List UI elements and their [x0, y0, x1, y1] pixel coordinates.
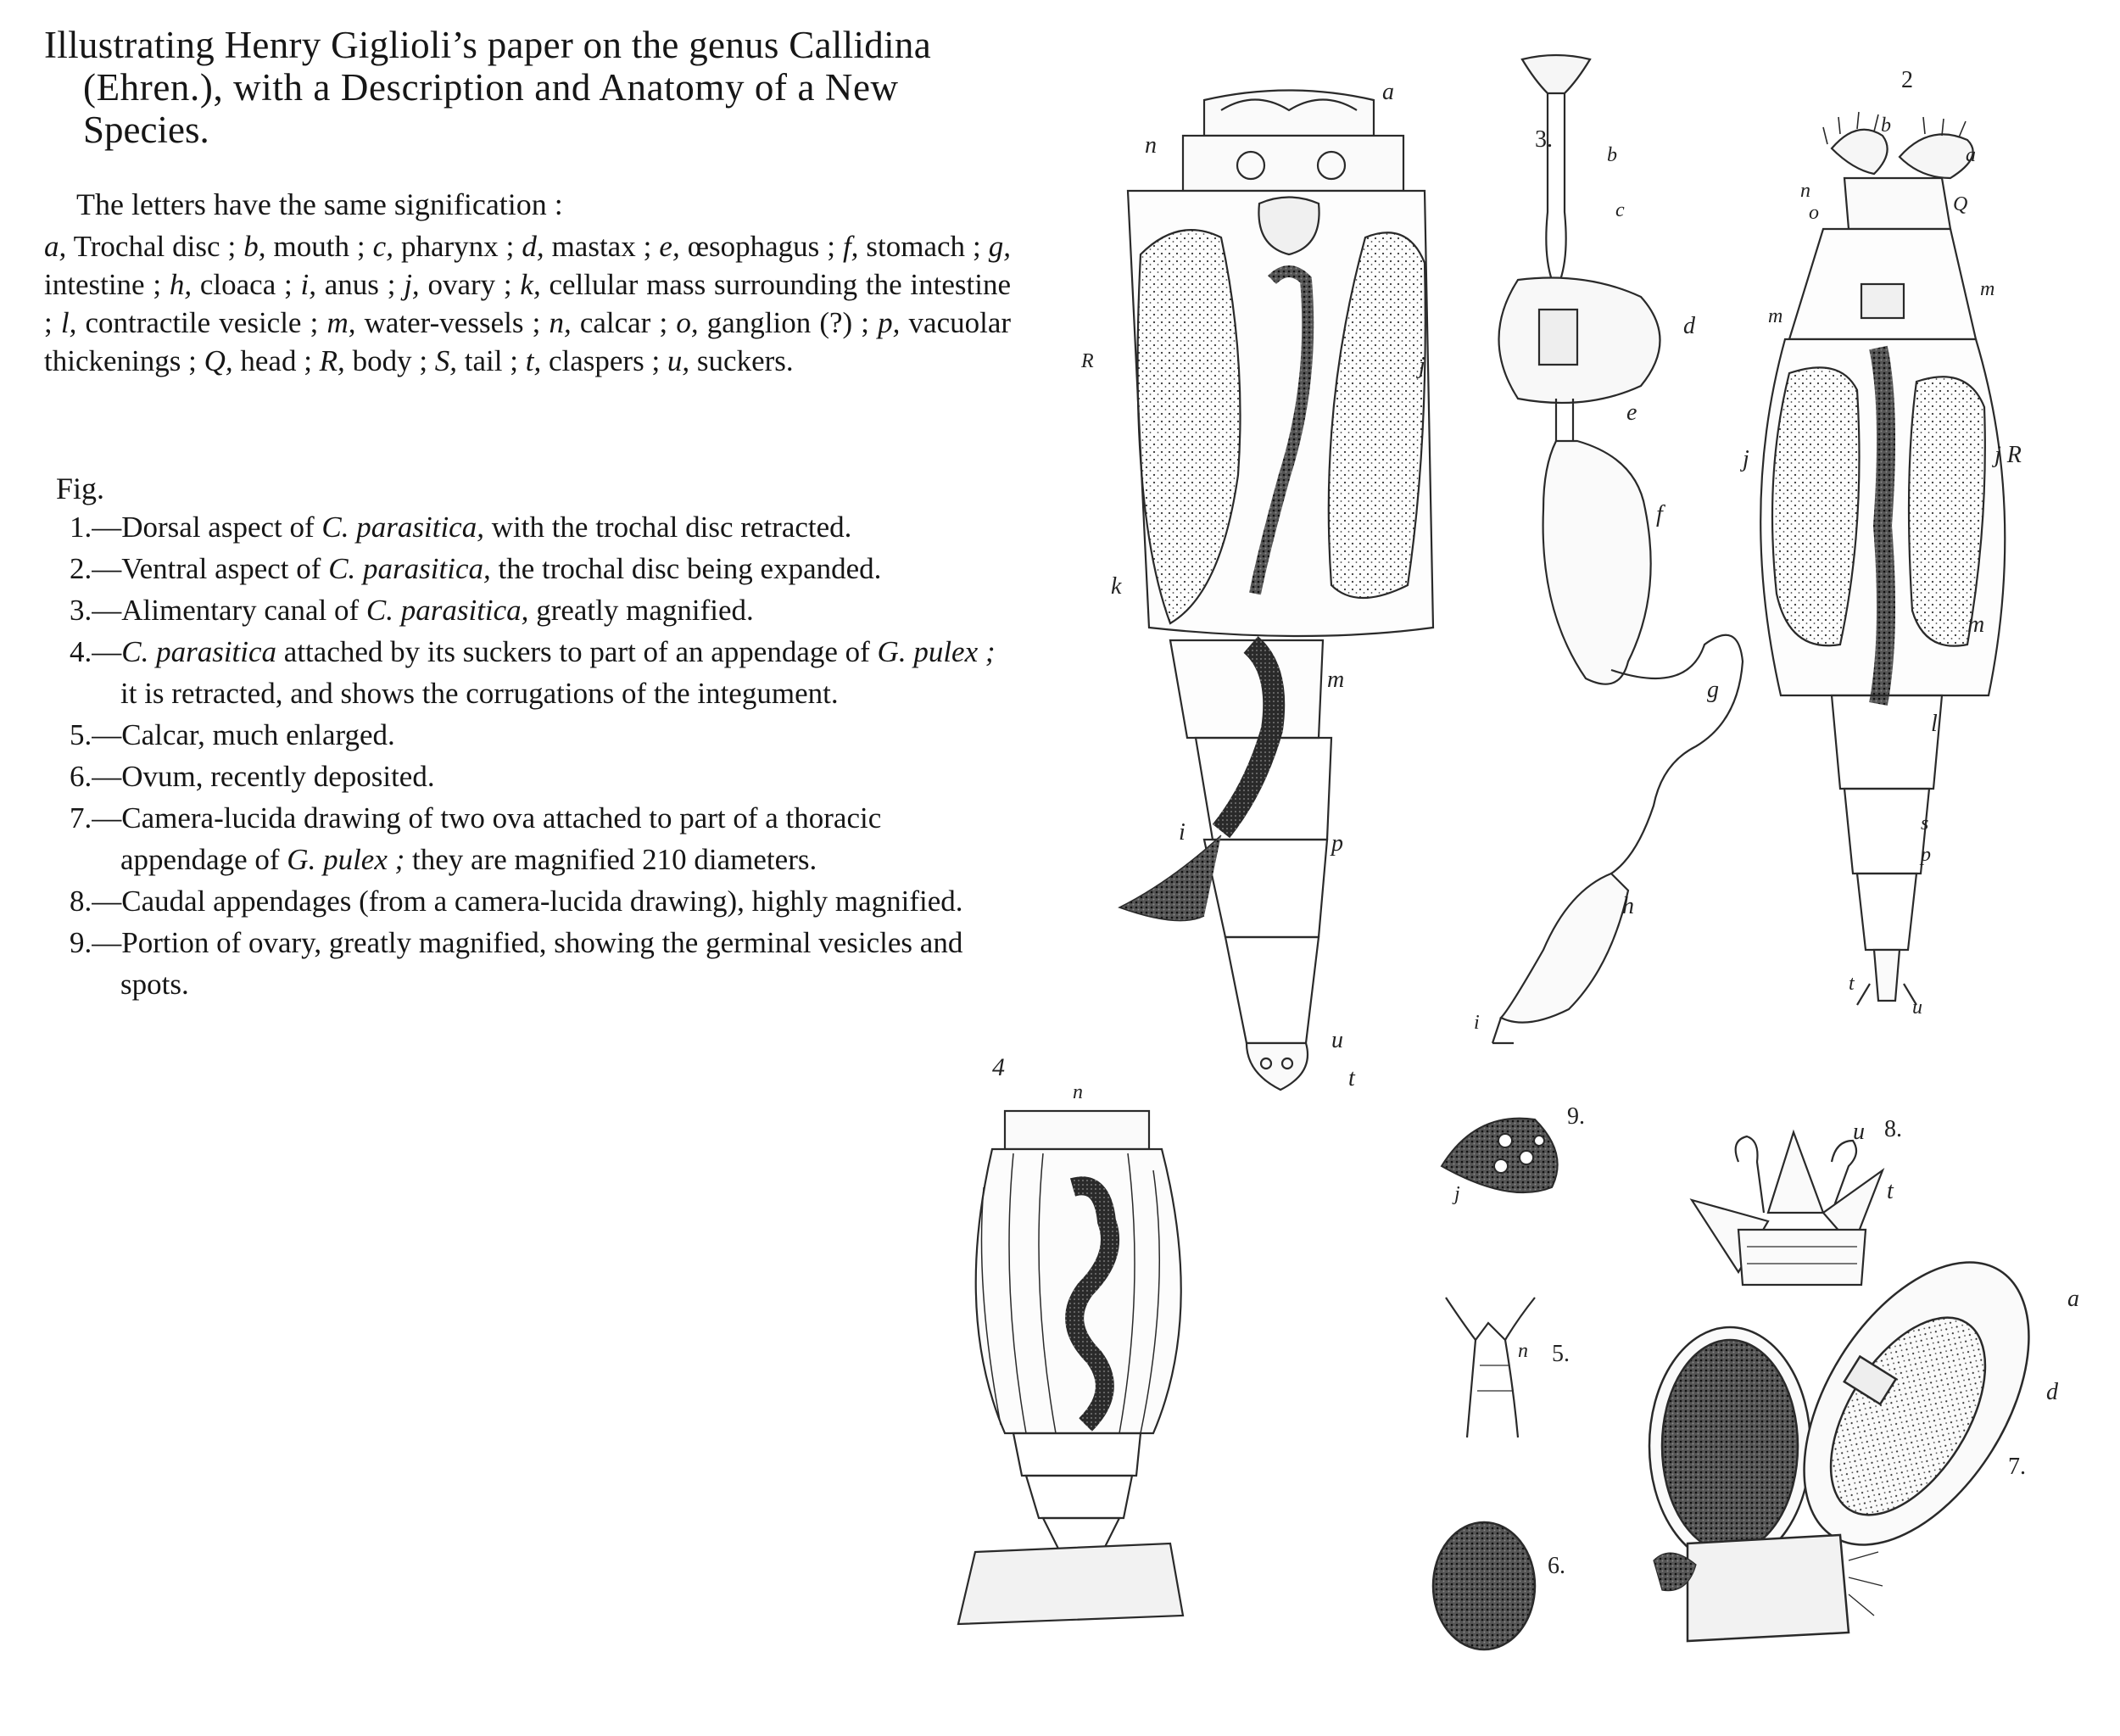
fig2-label-s: s — [1921, 812, 1929, 835]
legend-meaning: cloaca ; — [192, 268, 301, 301]
caption-post: with the trochal disc retracted. — [483, 511, 852, 544]
fig1-label-a: a — [1382, 79, 1394, 105]
fig-number-2: 2 — [1901, 67, 1913, 93]
fig2-label-b: b — [1881, 114, 1891, 137]
fig-number-3: 3. — [1535, 126, 1553, 153]
fig-number-8: 8. — [1884, 1116, 1902, 1142]
figure-7-drawing — [1649, 1223, 2075, 1641]
legend-meaning: head ; — [232, 344, 320, 377]
title-line-2: (Ehren.), with a Description and Anatomy of a New — [83, 66, 899, 109]
figure-4-drawing — [958, 1111, 1183, 1624]
fig3-label-d: d — [1683, 313, 1695, 339]
caption-pre: Ventral aspect of — [121, 552, 329, 585]
caption-post: the trochal disc being expanded. — [490, 552, 882, 585]
figure-1-drawing — [1119, 91, 1433, 1091]
legend-meaning: ganglion (?) ; — [698, 306, 879, 339]
legend-letter: g, — [988, 230, 1011, 263]
fig1-label-j: j — [1419, 353, 1425, 379]
fig3-label-h: h — [1622, 893, 1634, 919]
fig1-label-k: k — [1111, 573, 1122, 600]
caption-it: C. parasitica — [121, 635, 277, 668]
legend-letter: o, — [676, 306, 699, 339]
caption-num: 8.— — [70, 885, 122, 918]
caption-pre: Portion of ovary, greatly magnified, showing the germinal vesicles and spots. — [120, 926, 963, 1001]
caption-num: 2.— — [70, 552, 122, 585]
legend-letter: a, — [44, 230, 67, 263]
title-line-1: Illustrating Henry Giglioli’s paper on the genus Callidina — [44, 24, 931, 66]
fig3-label-c: c — [1615, 199, 1625, 221]
legend-meaning: œsophagus ; — [679, 230, 843, 263]
caption-post: attached by its suckers to part of an appendage of — [276, 635, 878, 668]
fig9-label-j: j — [1454, 1183, 1460, 1205]
fig2-label-o: o — [1809, 202, 1819, 224]
caption-num: 9.— — [70, 926, 122, 959]
fig7-label-d: d — [2046, 1379, 2058, 1405]
caption-pre: Camera-lucida drawing of two ova attached to part of a thoracic appendage of — [120, 801, 882, 876]
fig1-label-p: p — [1331, 830, 1343, 857]
fig3-label-b: b — [1607, 144, 1617, 166]
figure-heading: Fig. — [56, 472, 105, 505]
fig2-label-m-upper-left: m — [1768, 305, 1783, 327]
legend-meaning: stomach ; — [858, 230, 989, 263]
legend-letter: f, — [842, 230, 859, 263]
legend-meaning: ovary ; — [419, 268, 521, 301]
legend-letter: i, — [300, 268, 316, 301]
fig-number-6: 6. — [1548, 1553, 1565, 1579]
legend-meaning: mouth ; — [265, 230, 373, 263]
caption-num: 5.— — [70, 718, 122, 751]
caption-num: 6.— — [70, 760, 122, 793]
figure-8-drawing — [1692, 1132, 1883, 1285]
fig3-label-e: e — [1626, 399, 1637, 426]
legend-letter: l, — [60, 306, 77, 339]
caption-it: C. parasitica, — [321, 511, 484, 544]
fig2-label-Q: Q — [1953, 193, 1968, 215]
fig2-label-a: a — [1966, 144, 1976, 166]
caption-pre: Calcar, much enlarged. — [121, 718, 395, 751]
fig2-label-jR: j R — [1994, 442, 2022, 468]
caption-pre: Dorsal aspect of — [121, 511, 322, 544]
fig2-label-m-lower: m — [1967, 611, 1985, 638]
fig5-label-n: n — [1518, 1340, 1528, 1362]
fig1-label-n: n — [1145, 132, 1157, 159]
legend-letter: k, — [520, 268, 541, 301]
fig1-label-R: R — [1081, 350, 1094, 372]
caption-num: 1.— — [70, 511, 122, 544]
legend-meaning: intestine ; — [44, 268, 170, 301]
legend-meaning: mastax ; — [544, 230, 660, 263]
legend-letter: b, — [243, 230, 266, 263]
caption-num: 7.— — [70, 801, 122, 835]
legend-letter: u, — [667, 344, 690, 377]
figure-5-drawing — [1446, 1298, 1535, 1437]
legend-letter: e, — [659, 230, 680, 263]
legend-meaning: body ; — [344, 344, 435, 377]
legend-meaning: contractile vesicle ; — [76, 306, 327, 339]
fig3-label-f: f — [1656, 501, 1663, 527]
fig1-label-i: i — [1179, 819, 1186, 846]
caption-post2: it is retracted, and shows the corrugations of the integument. — [120, 677, 839, 710]
legend-meaning: water-vessels ; — [355, 306, 550, 339]
legend-meaning: suckers. — [689, 344, 794, 377]
caption-pre: Alimentary canal of — [121, 594, 366, 627]
legend-letter: R, — [319, 344, 345, 377]
fig2-label-j: j — [1743, 446, 1749, 472]
legend-letter: c, — [372, 230, 393, 263]
legend-meaning: calcar ; — [571, 306, 677, 339]
title-line-3: Species. — [83, 109, 209, 151]
fig-number-5: 5. — [1552, 1341, 1570, 1367]
legend-letter: m, — [326, 306, 356, 339]
legend-meaning: vacuolar thickenings ; — [44, 306, 1012, 377]
fig1-label-u: u — [1331, 1027, 1343, 1053]
figure-6-drawing — [1433, 1522, 1535, 1649]
caption-num: 3.— — [70, 594, 122, 627]
figure-2-drawing — [1760, 112, 2005, 1005]
legend-meaning: claspers ; — [541, 344, 667, 377]
caption-pre: Ovum, recently deposited. — [121, 760, 435, 793]
legend-meaning: pharynx ; — [393, 230, 522, 263]
fig7-label-a: a — [2067, 1286, 2079, 1312]
fig1-label-t: t — [1348, 1065, 1355, 1091]
fig2-label-m-upper-right: m — [1980, 278, 1995, 300]
legend-meaning: cellular mass surrounding the intestine ; — [44, 268, 1012, 339]
caption-num: 4.— — [70, 635, 122, 668]
legend-letter: d, — [522, 230, 544, 263]
fig2-label-p: p — [1921, 844, 1931, 866]
legend-letter: j, — [404, 268, 420, 301]
caption-it: C. parasitica, — [365, 594, 529, 627]
figure-9-drawing — [1442, 1119, 1558, 1192]
fig-number-7: 7. — [2008, 1454, 2026, 1480]
caption-pre: Caudal appendages (from a camera-lucida drawing), highly magnified. — [121, 885, 963, 918]
legend-letter: h, — [169, 268, 192, 301]
legend-meaning: anus ; — [316, 268, 404, 301]
legend-meaning: Trochal disc ; — [66, 230, 244, 263]
caption-it2: G. pulex ; — [877, 635, 996, 668]
fig-number-4: 4 — [992, 1053, 1005, 1081]
legend-letter: Q, — [204, 344, 233, 377]
caption-it: C. parasitica, — [328, 552, 491, 585]
fig2-label-t: t — [1849, 973, 1855, 995]
fig2-label-l: l — [1931, 711, 1938, 737]
fig1-label-m: m — [1327, 667, 1345, 693]
legend-letter: t, — [525, 344, 542, 377]
legend-letter: n, — [549, 306, 572, 339]
fig8-label-u: u — [1853, 1119, 1865, 1145]
caption-post: they are magnified 210 diameters. — [404, 843, 817, 876]
fig4-label-n: n — [1073, 1081, 1083, 1103]
caption-it: G. pulex ; — [287, 843, 405, 876]
fig3-label-g: g — [1707, 677, 1719, 703]
fig8-label-t: t — [1887, 1178, 1894, 1204]
legend-meaning: tail ; — [457, 344, 526, 377]
legend-letter: S, — [434, 344, 458, 377]
legend-letter: p, — [878, 306, 901, 339]
caption-post: greatly magnified. — [528, 594, 754, 627]
fig2-label-n: n — [1800, 180, 1810, 202]
fig-number-9: 9. — [1567, 1103, 1585, 1130]
legend-intro: The letters have the same signification : — [76, 187, 563, 221]
fig2-label-u: u — [1912, 996, 1922, 1019]
fig3-label-i: i — [1474, 1012, 1480, 1034]
